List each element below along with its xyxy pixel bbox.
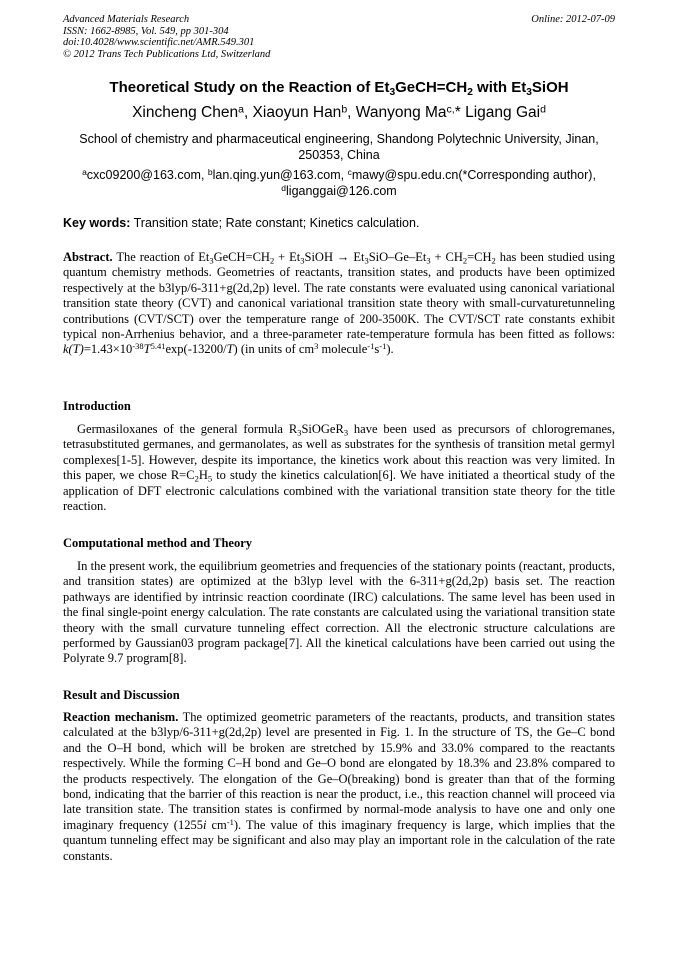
computational-method-text: In the present work, the equilibrium geometries and frequencies of the stationary points (reactant, products, and transition states) are optimized at the b3lyp level with the 6-311+g(2d,2p) basis set. The reaction pathways are identified by intrinsic reaction coordinate (IRC) calculations. The same level has been used in the final single-point energy calculation. The rate constants are calculated using the variational transition state theory with the small curvature tunneling effect correction. All the electronic structure calculations are performed by Gaussian03 program package[7]. All the kinetical calculations have been carried out using the Polyrate 9.7 program[8]. bbox=[63, 559, 615, 666]
computational-method-heading: Computational method and Theory bbox=[63, 536, 253, 550]
author-list: Xincheng Chen$^a$, Xiaoyun Han$^b$, Wanyong $Ma^{c,}*$ Ligang Gai$^d$ bbox=[132, 103, 546, 121]
journal-header bbox=[63, 14, 615, 60]
results-text: Reaction mechanism. The optimized geometric parameters of the reactants, products, and transition states calculated at the b3lyp/6-311+g(2d,2p) level are presented in Fig. 1. In the structure of TS, the Ge–C bond and the O–H bond, which will be broken are stretched by 15.9% and 33.0% compared to the reactants respectively. While the forming C–H bond and Ge–O bond are elongated by 18.3% and 23.8% compared to the products respectively. The elongation of the Ge–O(breaking) bond is greater than that of the forming bond, indicating that the barrier of this reaction is near the product, i.e., this reaction channel will proceed via late transition state. The transition states is confirmed by normal-mode analysis to have one and only one imaginary frequency (1255i $cm^{-1}$). The value of this imaginary frequency is large, which implies that the quantum tunneling effect may be significant and also may play an important role in the calculation of the rate constants. bbox=[63, 710, 616, 863]
results-heading: Result and Discussion bbox=[63, 688, 180, 702]
abstract: Abstract. The reaction of $Et_3GeCH=CH_2$ + $Et_3SiOH \to Et_3SiO-Ge-Et_3 + CH_2=CH_2$ has been studied using quantum chemistry methods. Geometries of reactants, transition states, and products have been optimized respectively at the b3lyp/6-311+g(2d,2p) level. The rate constants were evaluated using canonical variational transition state theory (CVT) and canonical variational transition state theory with small-curvaturetunneling contributions (CVT/SCT) over the temperature range of 200-3500K. The CVT/SCT rate constants exhibit typical non-Arrhenius behavior, and a three-parameter rate-temperature formula has been fitted as follows: $k(T)=1.43\times 10^{-38}T^{5.41}\exp(-13200/T)$ (in units of $cm^3$ $molecule^{-1}s^{-1}$). bbox=[63, 250, 615, 357]
keywords-label: Key words: bbox=[63, 216, 131, 230]
reaction-mechanism-label: Reaction mechanism. bbox=[63, 710, 179, 724]
keywords: Key words: Transition state; Rate constant; Kinetics calculation. bbox=[63, 216, 420, 230]
journal-issn: ISSN: 1662-8985, Vol. 549, pp 301-304 bbox=[63, 25, 229, 37]
affiliation: School of chemistry and pharmaceutical engineering, Shandong Polytechnic University, Jinan, 250353, China bbox=[79, 132, 599, 162]
online-date: Online: 2012-07-09 bbox=[531, 14, 615, 25]
journal-name: Advanced Materials Research bbox=[63, 14, 190, 25]
introduction-heading: Introduction bbox=[63, 399, 131, 413]
abstract-label: Abstract. bbox=[63, 250, 113, 264]
introduction-text: Germasiloxanes of the general formula $R_3SiOGeR_3$ have been used as precursors of chlorogremanes, tetrasubstituted germanes, and germanolates, as well as substrates for the synthesis of transition metal germyl complexes[1-5]. However, despite its importance, the kinetics work about this reaction was very limited. In this paper, we chose $R=C_2H_5$ to study the kinetics calculation[6]. We have initiated a theortical study of the application of DFT electronic calculations combined with the variational transition state theory for the title reaction. bbox=[63, 422, 615, 514]
journal-doi: doi:10.4028/www.scientific.net/AMR.549.301 bbox=[63, 37, 255, 48]
author-emails: $^a$cxc09200@163.com, $^b$lan.qing.yun@163.com, $^c$mawy@spu.edu.cn(*Corresponding author), $^d$liganggai@126.com bbox=[82, 167, 596, 198]
paper-title: Theoretical Study on the Reaction of $Et_3GeCH=CH_2$ with $Et_3SiOH$ bbox=[109, 79, 569, 99]
journal-copyright: © 2012 Trans Tech Publications Ltd, Switzerland bbox=[63, 48, 271, 60]
